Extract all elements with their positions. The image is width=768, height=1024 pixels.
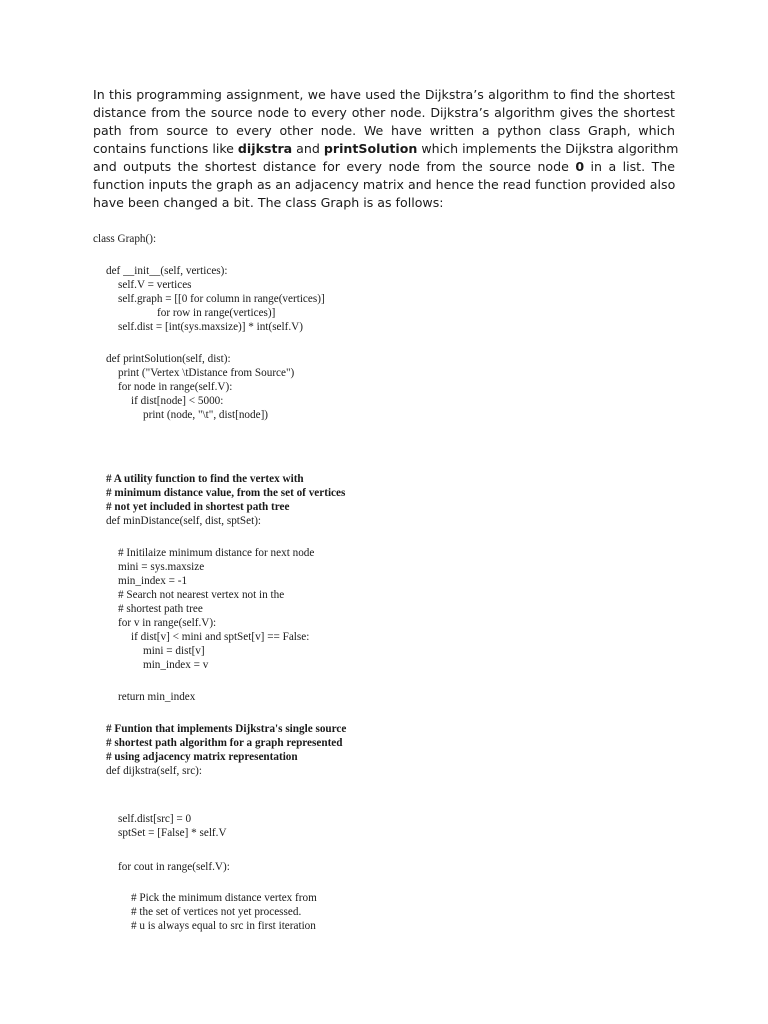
code-line: # Initilaize minimum distance for next node [118, 547, 315, 559]
intro-line: In this programming assignment, we have used the Dijkstra’s algorithm to find the shortest [93, 87, 675, 102]
intro-text: in a list. The [584, 159, 675, 174]
code-line: def __init__(self, vertices): [106, 265, 228, 277]
code-line: self.V = vertices [118, 279, 192, 291]
code-line: if dist[node] < 5000: [131, 395, 224, 407]
code-line: def dijkstra(self, src): [106, 765, 202, 777]
code-comment: # minimum distance value, from the set of vertices [106, 487, 346, 499]
code-line: self.dist = [int(sys.maxsize)] * int(self.V) [118, 321, 303, 333]
source-node-value: 0 [575, 159, 585, 174]
code-line: # the set of vertices not yet processed. [131, 906, 302, 918]
intro-text: and [292, 141, 324, 156]
intro-line: function inputs the graph as an adjacency matrix and hence the read function provided also [93, 177, 676, 192]
intro-text: contains functions like [93, 141, 238, 156]
code-line: for row in range(vertices)] [157, 307, 276, 319]
code-line: mini = sys.maxsize [118, 561, 205, 573]
code-line: min_index = v [143, 659, 209, 671]
code-comment: # A utility function to find the vertex with [106, 473, 304, 485]
intro-text: which implements the Dijkstra algorithm [417, 141, 679, 156]
code-line: def printSolution(self, dist): [106, 353, 231, 365]
code-line: # u is always equal to src in first iteration [131, 920, 316, 932]
code-line: self.dist[src] = 0 [118, 813, 192, 825]
intro-line: path from source to every other node. We have written a python class Graph, which [93, 123, 675, 138]
intro-text: and outputs the shortest distance for every node from the source node [93, 159, 576, 174]
code-line: for cout in range(self.V): [118, 861, 230, 873]
function-name-printsolution: printSolution [323, 141, 418, 156]
intro-line: have been changed a bit. The class Graph is as follows: [93, 195, 444, 210]
code-line: print ("Vertex \tDistance from Source") [118, 367, 295, 379]
code-line: def minDistance(self, dist, sptSet): [106, 515, 262, 527]
code-line: class Graph(): [93, 233, 157, 245]
code-line: print (node, "\t", dist[node]) [143, 409, 269, 421]
intro-line: distance from the source node to every other node. Dijkstra’s algorithm gives the shortest [93, 105, 675, 120]
function-name-dijkstra: dijkstra [237, 141, 293, 156]
code-line: sptSet = [False] * self.V [118, 827, 227, 839]
code-comment: # not yet included in shortest path tree [106, 501, 290, 513]
code-line: for v in range(self.V): [118, 617, 217, 629]
code-line: for node in range(self.V): [118, 381, 233, 393]
code-line: min_index = -1 [118, 575, 188, 587]
code-comment: # shortest path algorithm for a graph represented [106, 737, 343, 749]
code-line: # Search not nearest vertex not in the [118, 589, 285, 601]
code-line: # Pick the minimum distance vertex from [131, 892, 317, 904]
code-line: # shortest path tree [118, 603, 203, 615]
code-line: return min_index [118, 691, 196, 703]
code-line: self.graph = [[0 for column in range(vertices)] [118, 293, 325, 305]
code-line: mini = dist[v] [143, 645, 205, 657]
code-line: if dist[v] < mini and sptSet[v] == False: [131, 631, 310, 643]
code-comment: # Funtion that implements Dijkstra's single source [106, 723, 347, 735]
code-comment: # using adjacency matrix representation [106, 751, 298, 763]
